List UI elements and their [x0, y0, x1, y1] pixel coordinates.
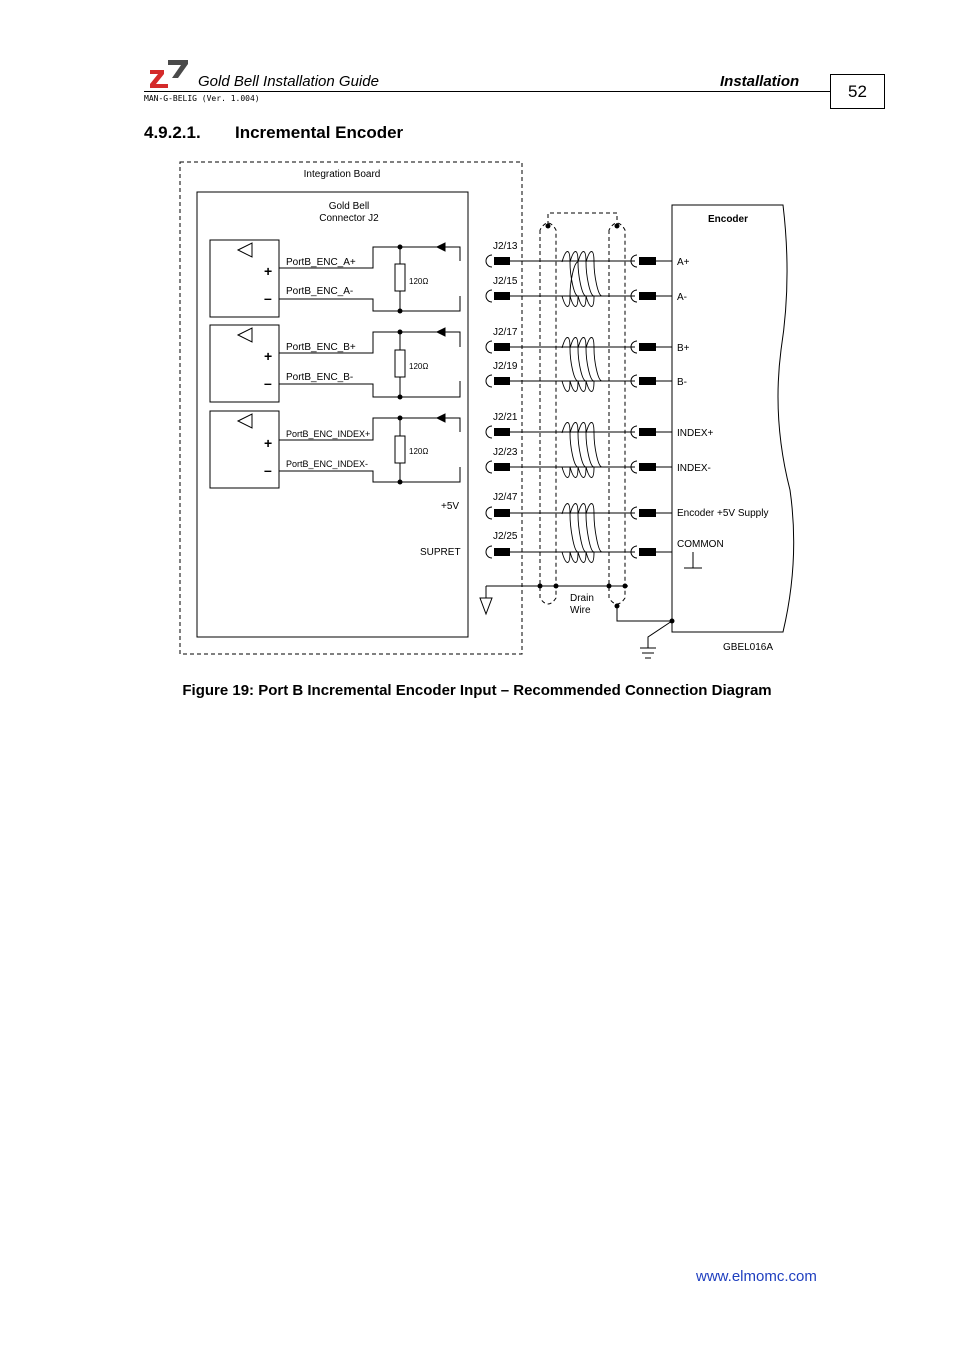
- drive-signal-label: PortB_ENC_INDEX+: [286, 429, 371, 439]
- pin-label: J2/17: [493, 327, 518, 338]
- drain-wire-label-line2: Wire: [570, 605, 591, 616]
- encoder-signal-label: INDEX-: [677, 463, 711, 474]
- plus-sign: +: [264, 348, 273, 364]
- drive-signal-label: PortB_ENC_INDEX-: [286, 459, 369, 469]
- encoder-signal-label: Encoder +5V Supply: [677, 508, 769, 519]
- document-id: MAN-G-BELIG (Ver. 1.004): [144, 94, 260, 103]
- page-number: 52: [830, 74, 885, 109]
- pin-label: J2/13: [493, 241, 518, 252]
- figure-caption: Figure 19: Port B Incremental Encoder Input – Recommended Connection Diagram: [182, 682, 772, 699]
- pin-label: J2/15: [493, 276, 518, 287]
- pin-label: J2/23: [493, 447, 518, 458]
- encoder-signal-label: A-: [677, 292, 687, 303]
- drive-signal-label: PortB_ENC_A-: [286, 286, 354, 297]
- document-title: Gold Bell Installation Guide: [198, 73, 379, 90]
- pin-label: J2/47: [493, 492, 518, 503]
- footer-link[interactable]: www.elmomc.com: [696, 1268, 817, 1285]
- supply-5v-label: +5V: [441, 501, 460, 512]
- minus-sign: –: [264, 290, 272, 306]
- figure-code: GBEL016A: [723, 642, 774, 653]
- plus-sign: +: [264, 263, 273, 279]
- resistor-label: 120Ω: [409, 277, 429, 286]
- minus-sign: –: [264, 375, 272, 391]
- pin-label: J2/19: [493, 361, 518, 372]
- connector-label-line1: Gold Bell: [328, 201, 370, 212]
- encoder-signal-label: B+: [677, 343, 690, 354]
- resistor-label: 120Ω: [409, 362, 429, 371]
- integration-board-label: Integration Board: [303, 169, 381, 180]
- pin-label: J2/21: [493, 412, 518, 423]
- section-title: Incremental Encoder: [235, 123, 404, 142]
- section-number: 4.9.2.1.: [144, 123, 201, 142]
- twisted-pair: [562, 252, 602, 563]
- drive-signal-label: PortB_ENC_B+: [286, 342, 356, 353]
- minus-sign: –: [264, 462, 272, 478]
- drain-wire-label-line1: Drain: [570, 593, 594, 604]
- encoder-title: Encoder: [707, 214, 749, 225]
- connector-label-line2: Connector J2: [319, 213, 379, 224]
- plus-sign: +: [264, 435, 273, 451]
- supret-label: SUPRET: [420, 547, 461, 558]
- section-name: Installation: [720, 73, 800, 90]
- pin-label: J2/25: [493, 531, 518, 542]
- encoder-signal-label: B-: [677, 377, 687, 388]
- drive-signal-label: PortB_ENC_B-: [286, 372, 354, 383]
- resistor-label: 120Ω: [409, 447, 429, 456]
- encoder-signal-label: INDEX+: [677, 428, 714, 439]
- integration-board-outline: [180, 162, 522, 654]
- encoder-signal-label: COMMON: [677, 539, 724, 550]
- drive-signal-label: PortB_ENC_A+: [286, 257, 356, 268]
- encoder-signal-label: A+: [677, 257, 690, 268]
